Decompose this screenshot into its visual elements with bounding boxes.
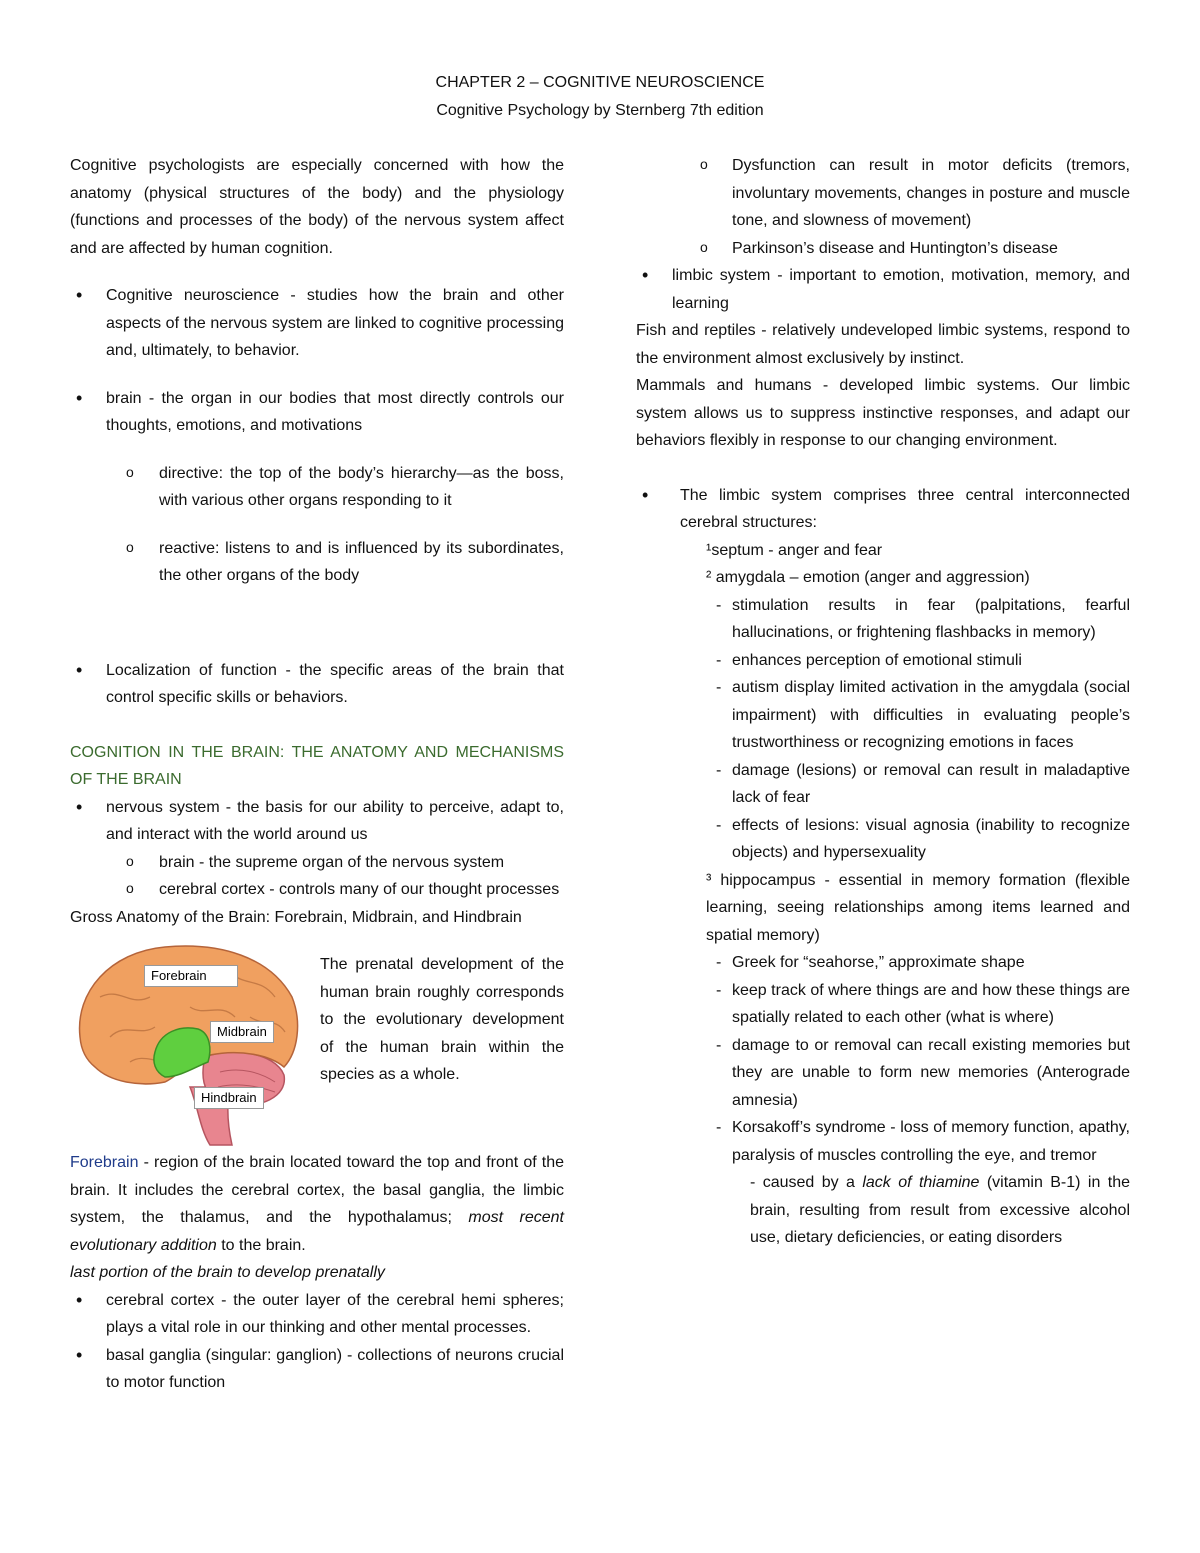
bullet-nervous-system: • nervous system - the basis for our ability to perceive, adapt to, and interact with the world around us: [70, 794, 564, 849]
left-column: [70, 152, 564, 1397]
last-portion-note: [70, 1259, 564, 1287]
hippocampus-point-4: - Korsakoff’s syndrome - loss of memory function, apathy, paralysis of muscles controlling the eye, and tremor: [636, 1114, 1130, 1169]
hippocampus-point-2: - keep track of where things are and how these things are spatially related to each other (what is where): [636, 977, 1130, 1032]
fish-reptiles-paragraph: Fish and reptiles - relatively undeveloped limbic systems, respond to the environment almost exclusively by instinct.: [636, 322, 1130, 367]
forebrain-def-text: - region of the brain located toward the top and front of the brain. It includes the cerebral cortex, the basal ganglia, the limbic system, the thalamus, and the hypothalamus;: [70, 1154, 564, 1226]
brain-diagram: [70, 937, 304, 1149]
septum-item: ¹septum - anger and fear: [706, 541, 883, 559]
forebrain-term: Forebrain: [70, 1154, 139, 1171]
bullet-limbic-system: • limbic system - important to emotion, motivation, memory, and learning: [636, 262, 1130, 317]
sub-bullet-parkinsons: o Parkinson’s disease and Huntington’s disease: [636, 235, 1130, 263]
midbrain-label: Midbrain: [210, 1021, 274, 1043]
amygdala-point-3: - autism display limited activation in the amygdala (social impairment) with difficulties in evaluating people’s trustworthiness or recognizing emotions in faces: [636, 674, 1130, 757]
forebrain-definition: [70, 1149, 564, 1259]
right-column: [636, 152, 1130, 1252]
gross-anatomy-heading: Gross Anatomy of the Brain: Forebrain, Midbrain, and Hindbrain: [70, 908, 522, 926]
sub-bullet-brain-supreme: o brain - the supreme organ of the nervous system: [70, 849, 564, 877]
hippocampus-point-3: - damage to or removal can recall existing memories but they are unable to form new memories (Anterograde amnesia): [636, 1032, 1130, 1115]
amygdala-point-4: - damage (lesions) or removal can result in maladaptive lack of fear: [636, 757, 1130, 812]
section-heading: COGNITION IN THE BRAIN: THE ANATOMY AND MECHANISMS OF THE BRAIN: [70, 743, 564, 788]
sub-bullet-directive: o directive: the top of the body’s hierarchy—as the boss, with various other organs responding to it: [70, 460, 564, 515]
korsakoff-rest: (vitamin B-1) in the brain, resulting from result from excessive alcohol use, dietary deficiencies, or eating disorders: [750, 1174, 1130, 1246]
document-subtitle: Cognitive Psychology by Sternberg 7th edition: [436, 102, 764, 119]
amygdala-point-5: - effects of lesions: visual agnosia (inability to recognize objects) and hypersexuality: [636, 812, 1130, 867]
document-title: CHAPTER 2 – COGNITIVE NEUROSCIENCE: [435, 74, 765, 91]
sub-bullet-reactive: o reactive: listens to and is influenced by its subordinates, the other organs of the body: [70, 535, 564, 590]
mammals-paragraph: Mammals and humans - developed limbic systems. Our limbic system allows us to suppress instinctive responses, and adapt our behaviors flexibly in response to our changing environment.: [636, 377, 1130, 449]
hindbrain-label: Hindbrain: [194, 1087, 264, 1109]
hippocampus-point-1: - Greek for “seahorse,” approximate shape: [636, 949, 1130, 977]
amygdala-point-2: - enhances perception of emotional stimuli: [636, 647, 1130, 675]
brain-figure-row: [70, 937, 564, 1149]
bullet-localization: • Localization of function - the specific areas of the brain that control specific skills or behaviors.: [70, 657, 564, 712]
forebrain-label: Forebrain: [144, 965, 238, 987]
forebrain-def-end: to the brain.: [216, 1236, 306, 1254]
bullet-cognitive-neuroscience: • Cognitive neuroscience - studies how the brain and other aspects of the nervous system are linked to cognitive processing and, ultimately, to behavior.: [70, 282, 564, 365]
sub-bullet-dysfunction: o Dysfunction can result in motor deficits (tremors, involuntary movements, changes in posture and muscle tone, and slowness of movement): [636, 152, 1130, 235]
sub-bullet-cerebral-cortex: o cerebral cortex - controls many of our thought processes: [70, 876, 564, 904]
bullet-basal-ganglia: • basal ganglia (singular: ganglion) - collections of neurons crucial to motor function: [70, 1342, 564, 1397]
amygdala-point-1: - stimulation results in fear (palpitations, fearful hallucinations, or frightening flashbacks in memory): [636, 592, 1130, 647]
korsakoff-italic: lack of thiamine: [862, 1174, 980, 1191]
hippocampus-item: ³ hippocampus - essential in memory formation (flexible learning, seeing relationships among items learned and spatial memory): [706, 871, 1130, 944]
bullet-brain: • brain - the organ in our bodies that most directly controls our thoughts, emotions, and motivations: [70, 385, 564, 440]
intro-paragraph: Cognitive psychologists are especially concerned with how the anatomy (physical structures of the body) and the physiology (functions and processes of the body) of the nervous system affect and are affected by human cognition.: [70, 157, 564, 257]
korsakoff-prefix: - caused by a: [750, 1174, 863, 1191]
prenatal-paragraph: The prenatal development of the human brain roughly corresponds to the evolutionary development of the human brain within the species as a whole.: [320, 956, 564, 1083]
bullet-cerebral-cortex: • cerebral cortex - the outer layer of the cerebral hemi spheres; plays a vital role in our thinking and other mental processes.: [70, 1287, 564, 1342]
amygdala-item: ² amygdala – emotion (anger and aggression): [706, 569, 1030, 586]
last-portion-text: last portion of the brain to develop prenatally: [70, 1264, 385, 1281]
korsakoff-cause: [636, 1169, 1130, 1252]
forebrain-def-italic: most recent evolutionary addition: [70, 1209, 564, 1254]
bullet-limbic-comprises: • The limbic system comprises three central interconnected cerebral structures:: [636, 482, 1130, 537]
